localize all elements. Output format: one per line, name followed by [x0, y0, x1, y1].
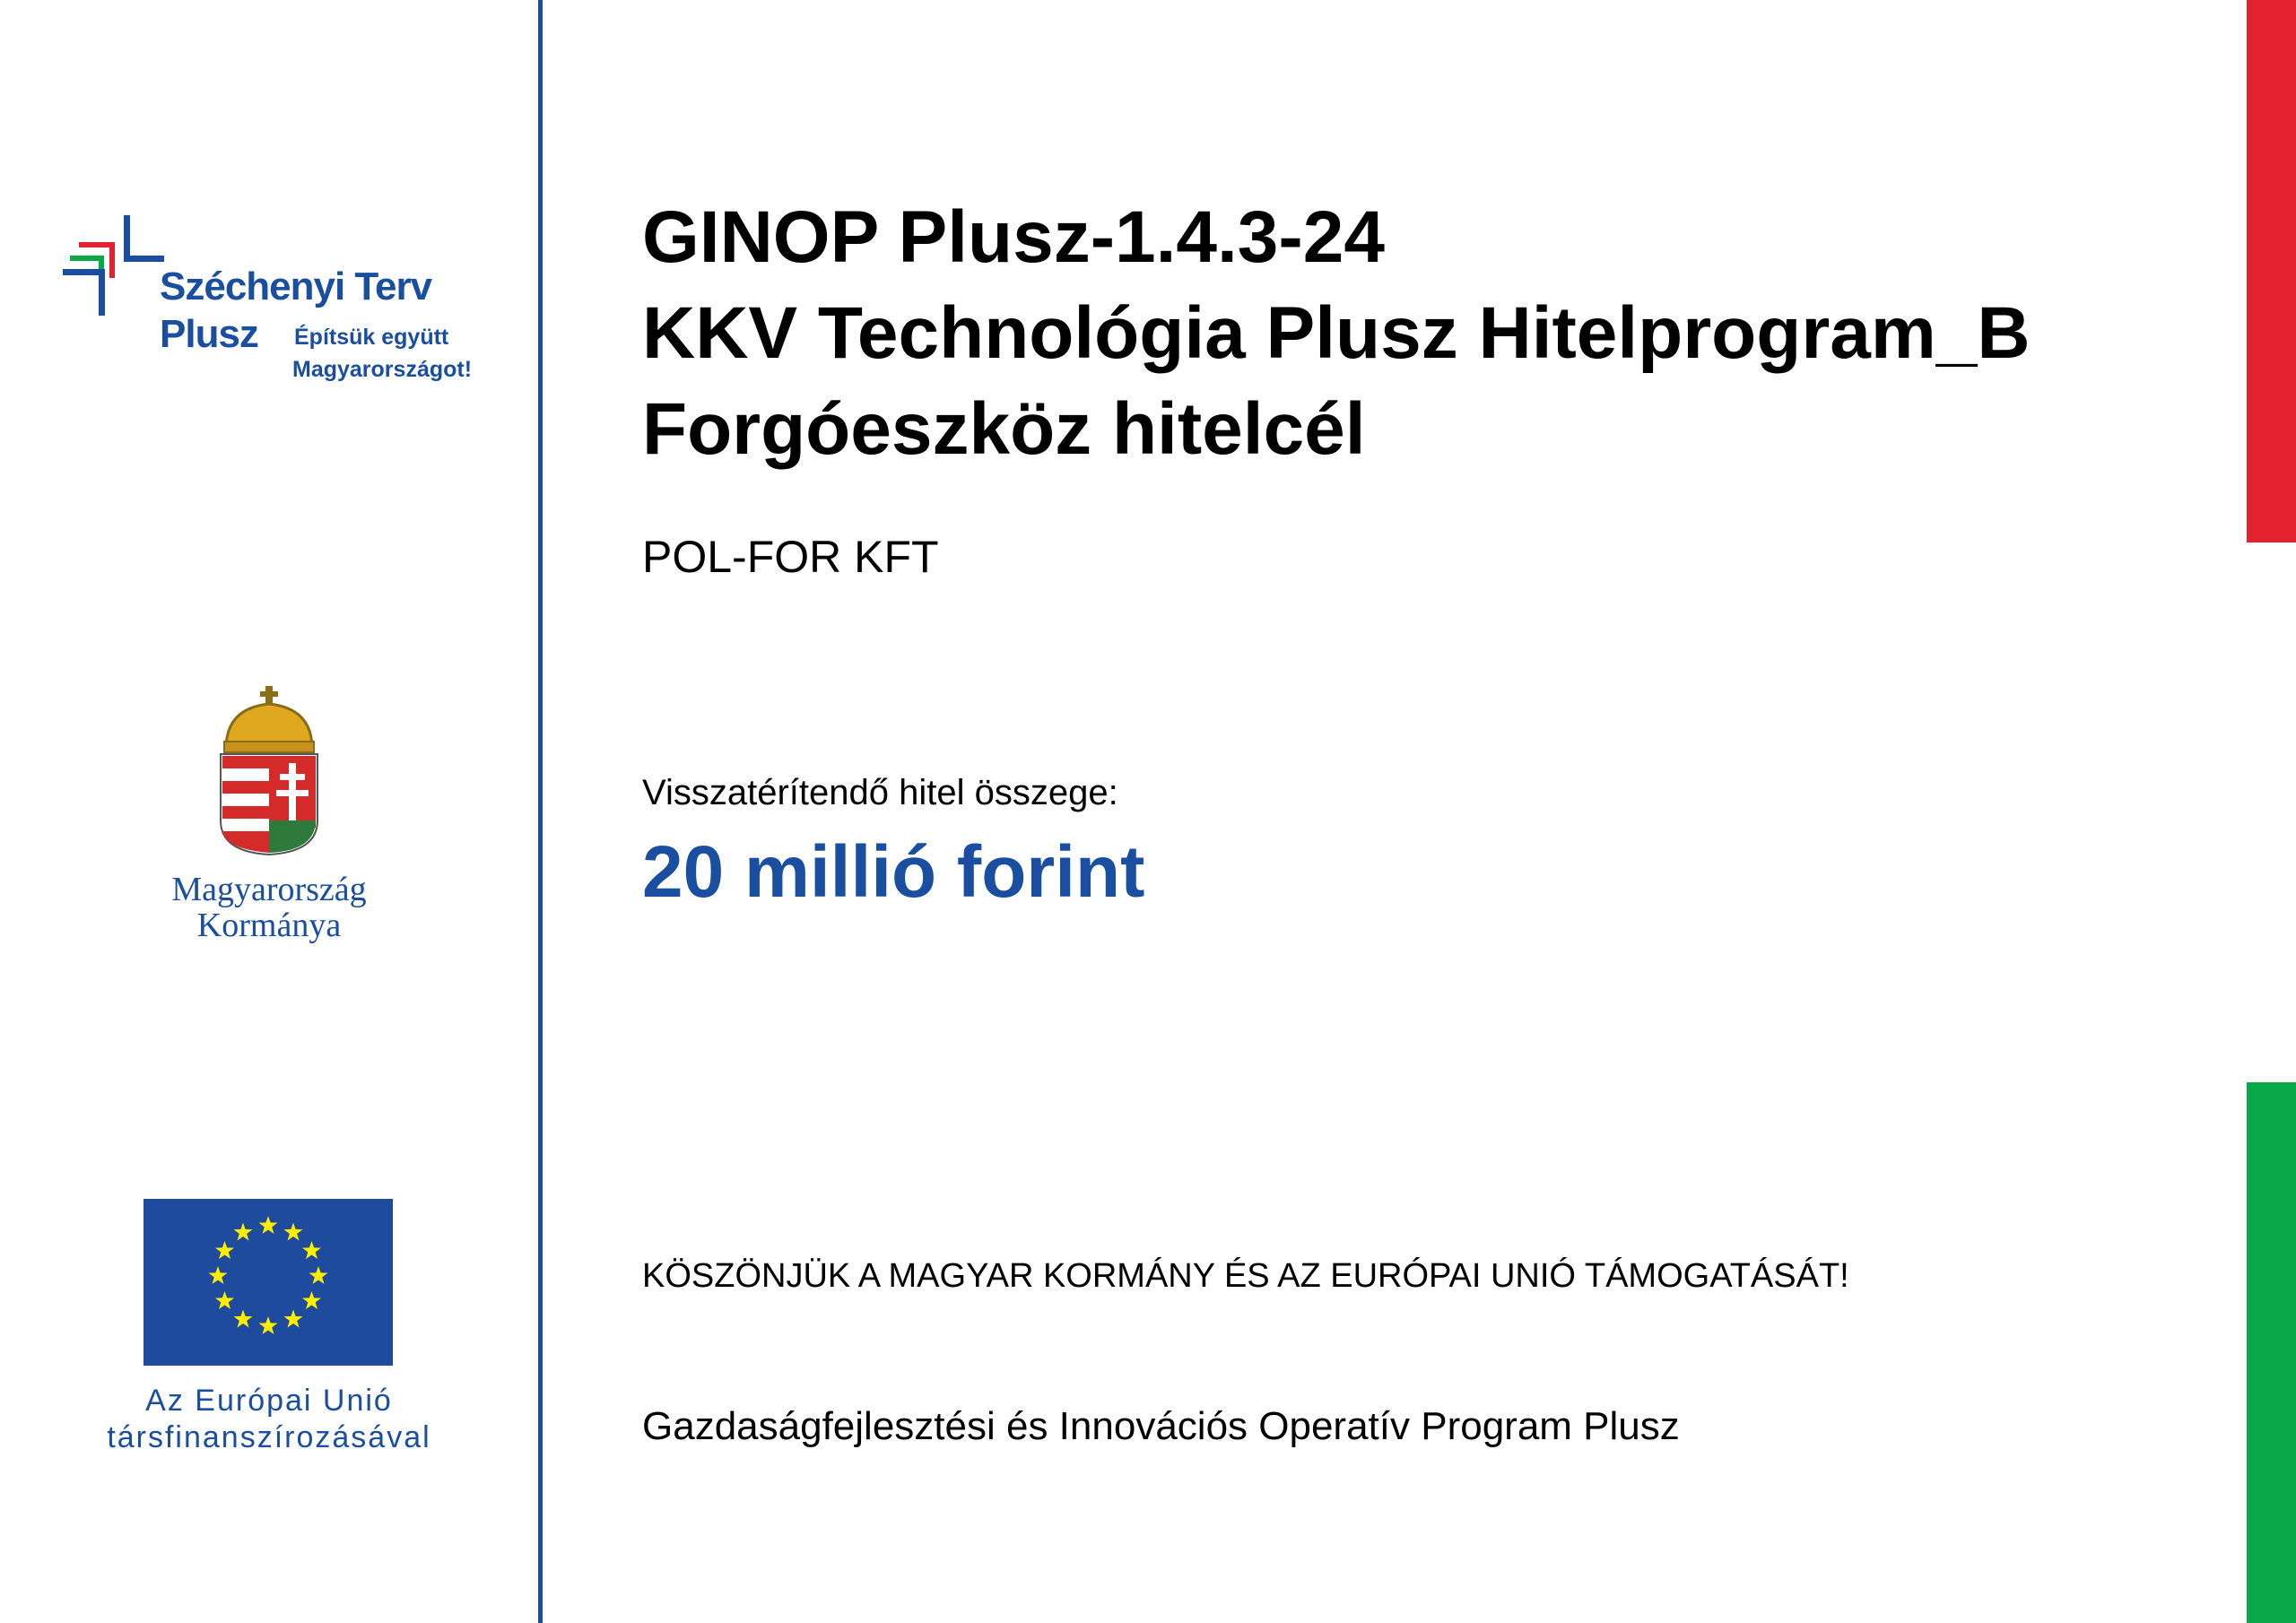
- program-name: Gazdaságfejlesztési és Innovációs Operatív Program Plusz: [642, 1404, 1680, 1448]
- eu-caption-line1: Az Európai Unió: [145, 1384, 393, 1418]
- flag-stripe-green: [2247, 1082, 2296, 1623]
- government-name-line1: Magyarország: [171, 871, 367, 908]
- eu-logo: [90, 1199, 448, 1468]
- heading-line3: Forgóeszköz hitelcél: [642, 388, 1366, 470]
- thanks-text: KÖSZÖNJÜK A MAGYAR KORMÁNY ÉS AZ EURÓPAI UNIÓ TÁMOGATÁSÁT!: [642, 1257, 1849, 1295]
- government-name-line2: Kormánya: [196, 907, 342, 944]
- beneficiary-name: POL-FOR KFT: [642, 532, 939, 582]
- loan-amount: 20 millió forint: [642, 831, 1145, 913]
- heading-line2: KKV Technológia Plusz Hitelprogram_B: [642, 292, 2031, 374]
- szechenyi-title: Széchenyi Terv: [160, 265, 432, 308]
- eu-flag-icon: [144, 1199, 393, 1366]
- szechenyi-terv-logo: [63, 215, 484, 395]
- szechenyi-plus: Plusz: [160, 312, 258, 356]
- eu-stars-icon: [144, 1199, 393, 1366]
- heading-line1: GINOP Plusz-1.4.3-24: [642, 196, 1385, 278]
- szechenyi-cross-icon: [63, 215, 170, 323]
- coat-of-arms-icon: [217, 686, 321, 856]
- flag-stripe-red: [2247, 0, 2296, 542]
- szechenyi-slogan-line2: Magyarországot!: [292, 357, 473, 382]
- szechenyi-slogan-line1: Építsük együtt: [294, 325, 449, 350]
- vertical-divider: [538, 0, 543, 1623]
- loan-amount-label: Visszatérítendő hitel összege:: [642, 773, 1118, 812]
- government-logo: [117, 686, 422, 946]
- eu-caption-line2: társfinanszírozásával: [107, 1420, 431, 1454]
